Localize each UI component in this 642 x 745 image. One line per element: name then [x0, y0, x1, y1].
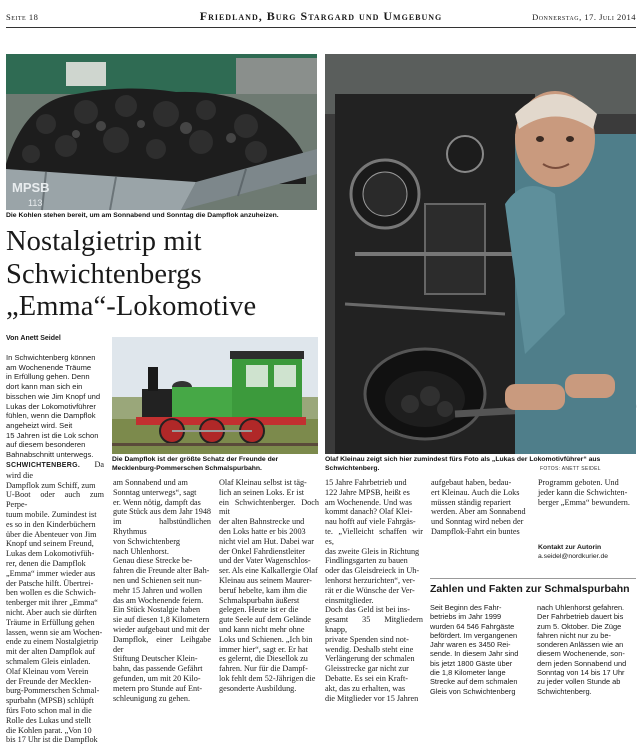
article-column-5: aufgebaut haben, bedau- ert Kleinau. Auch die Loks müssen ständig repariert werden. Aber am Sonnabend und Sonntag wird neben der Dampflok-Fahrt ein buntes — [431, 478, 526, 536]
section-title: Friedland, Burg Stargard und Umgebung — [199, 9, 443, 23]
locomotive-illustration — [112, 337, 318, 454]
page-number: Seite 18 — [6, 12, 39, 22]
author-contact — [538, 544, 608, 562]
facts-box — [430, 578, 636, 700]
facts-column-2: nach Uhlenhorst gefahren. Der Fahrbetrieb dauert bis zum 5. Oktober. Die Züge fahren nicht nur zu be- sonderen Anlässen wie an diesem Wochenende, son- dern jeden Sonnabend und Sonntag von 14 bis 17 Uhr zu jeder vollen Stunde ab Schwichtenberg. — [537, 603, 627, 696]
coal-photo-caption: Die Kohlen stehen bereit, um am Sonnabend und Sonntag die Dampflok anzuheizen. — [6, 212, 279, 219]
contact-email[interactable]: a.seidel@nordkurier.de — [538, 552, 608, 560]
facts-column-1: Seit Beginn des Fahr- betriebs im Jahr 1999 wurden 64 546 Fahrgäste befördert. Im vergangenen Jahr waren es 3450 Rei- sende. In diesem Jahr sind bis jetzt 1800 Gäste über die 1,8 Kilometer lange Strecke auf dem schmalen Gleis von Schwichtenberg — [430, 603, 519, 696]
wagon-number: 113 — [28, 198, 43, 208]
driver-photo — [325, 54, 636, 454]
article-column-2: am Sonnabend und am Sonntag unterwegs“, sagt er. Wenn nötig, dampft das gute Stück aus dem Jahr 1948 im halbstündlichen Rhythmus von Schwichtenberg nach Uhlenhorst. Genau diese Strecke be- fahren die Freunde alter Bah- nen und Schienen seit nun- mehr 15 Jahren und wollen das am Wochenende feiern. Ein Stück Nostalgie haben sie auf diesen 1,8 Kilometern wieder aufgebaut und mit der Dampflok, einer Leihgabe der Stiftung Deutscher Klein- bahn, das passende Gefährt gefunden, um mit 20 Kilo- metern pro Stunde auf Ent- schleunigung zu gehen. — [113, 478, 212, 703]
coal-photo — [6, 54, 317, 210]
intro-text: In Schwichtenberg können am Wochenende Träume in Erfüllung gehen. Denn dort kann man sich ein bisschen wie Jim Knopf und Lukas der Lokomotivführer fühlen, wenn die Dampflok angeheizt wird. Seit 15 Jahren ist die Lok schon auf diesem besonderen Bahnabschnitt unterwegs. — [6, 353, 101, 460]
driver-photo-caption: Olaf Kleinau zeigt sich hier zumindest fürs Foto als „Lukas der Lokomotivführer“ aus Schwichtenberg. — [325, 456, 601, 472]
dateline: SCHWICHTENBERG. — [6, 462, 81, 469]
locomotive-driver-illustration — [325, 54, 636, 454]
coal-wagon-illustration — [6, 54, 317, 210]
article-column-3: Olaf Kleinau selbst ist täg- lich an seinen Loks. Er ist ein Schwichtenberger. Doch mit der alten Bahnstrecke und den Loks hatte er bis 2003 nicht viel am Hut. Dabei war der Onkel Fahrdienstleiter und der Vater Wagenschlos- ser. Als eine Kalkallergie Olaf Kleinau aus seinem Maurer- beruf hebelte, kam ihm die Schmalspurbahn äußerst gelegen. Heute ist er die gute Seele auf dem Gelände und kann nicht mehr ohne Loks und Schienen. „Ich bin immer hier“, sagt er. Er hat es gelernt, die Diesellok zu fahren. Nur für die Dampf- lok fehlt dem 52-Jährigen die gesonderte Ausbildung. — [219, 478, 319, 693]
article-column-6: Programm geboten. Und jeder kann die Schwichten- berger „Emma“ bewundern. — [538, 478, 630, 507]
locomotive-photo — [112, 337, 318, 454]
wagon-label: MPSB — [12, 180, 50, 195]
photo-credit: FOTOS: ANETT SEIDEL — [540, 466, 601, 472]
page-header — [6, 6, 636, 28]
article-column-1: SCHWICHTENBERG. Da wird die Dampflok zum Schiff, zum U-Boot oder auch zum Perpe- tuum mobile. Zumindest ist es so in den Kinderbüchern über die Abenteuer von Jim Knopf und seinem Freund, Lukas dem Lokomotivfüh- rer, denen die Dampflok „Emma“ immer wieder aus der Patsche hilft. Übertrei- ben wollen es die Schwich- tenberger mit ihrer „Emma“ nicht. Aber auch sie dürften Träume in Erfüllung gehen lassen, wenn sie am Wochen- ende zu einem Nostalgietrip mit der alten Dampflok auf schmalem Gleis einladen. Olaf Kleinau vom Verein der Freunde der Mecklen- burg-Pommerschen Schmal- spurbahn (MPSB) schlüpft fürs Foto schon mal in die Rolle des Lukas und stellt die Kohlen parat. „Von 10 bis 17 Uhr ist die Dampflok — [6, 460, 104, 745]
issue-date: Donnerstag, 17. Juli 2014 — [532, 12, 636, 22]
contact-label: Kontakt zur Autorin — [538, 544, 602, 551]
byline: Von Anett Seidel — [6, 335, 61, 342]
article-column-4: 15 Jahre Fahrbetrieb und 122 Jahre MPSB, heißt es am Wochenende. Und was kommt danach? Olaf Klei- nau hofft auf viele Fahrgäs- te. „Vielleicht schaffen wir es, das zweite Gleis in Richtung Findlingsgarten zu bauen oder das Gleisdreieck in Uh- lenhorst herzurichten“, ver- rät er die Wünsche der Ver- einsmitglieder. Doch das Geld ist bei ins- gesamt 35 Mitgliedern knapp, private Spenden sind not- wendig. Deshalb steht eine Verlängerung der schmalen Gleisstrecke gar nicht zur Debatte. Es sei ein Kraft- akt, das zu erhalten, was die Mitglieder vor 15 Jahren — [325, 478, 423, 703]
facts-title: Zahlen und Fakten zur Schmalspurbahn — [430, 583, 630, 595]
headline: Nostalgietrip mit Schwichtenbergs „Emma“-Lokomotive — [6, 226, 257, 322]
locomotive-photo-caption: Die Dampflok ist der größte Schatz der Freunde der Mecklenburg-Pommerschen Schmalspurbahn. — [112, 456, 279, 472]
